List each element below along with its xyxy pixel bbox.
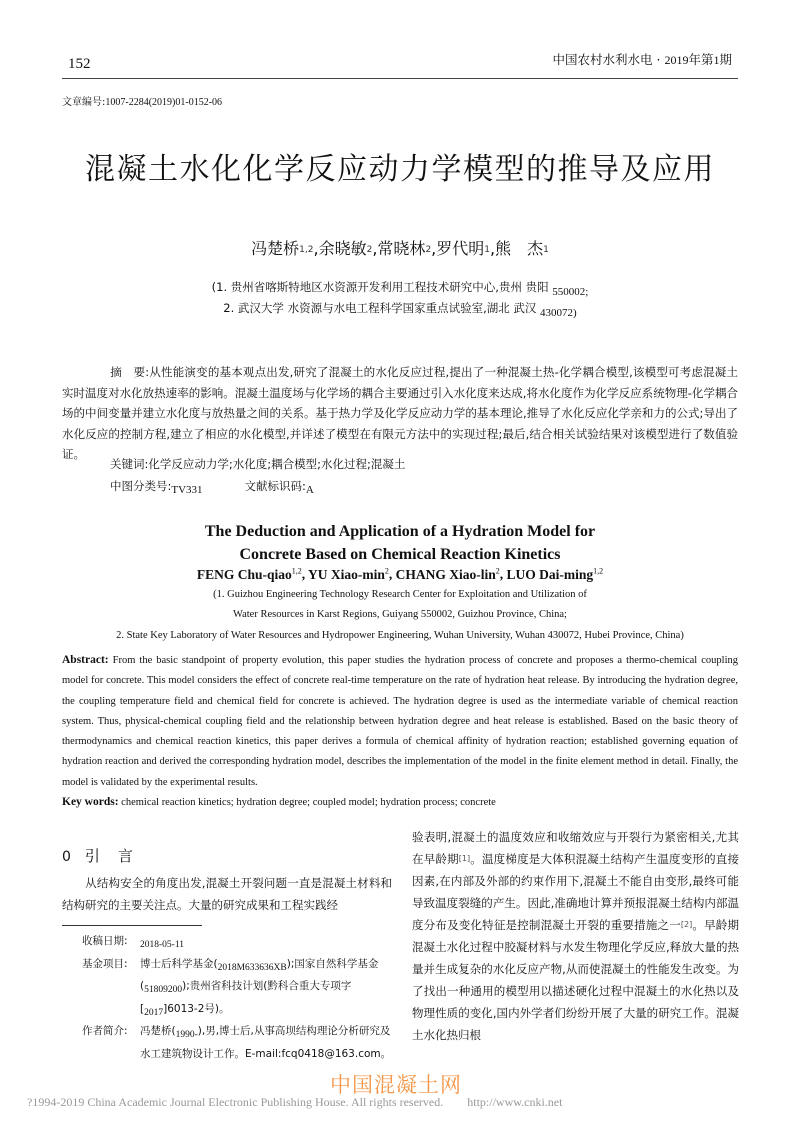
- article-number-label: 文章编号:: [62, 97, 106, 108]
- abstract-en-label: Abstract:: [62, 654, 109, 666]
- abstract-english: [62, 650, 738, 793]
- keywords-chinese: [110, 456, 405, 472]
- article-number-value: 1007-2284(2019)01-0152-06: [105, 97, 223, 108]
- journal-issue-suffix: 期: [719, 52, 732, 67]
- keywords-en-text: chemical reaction kinetics; hydration degree; coupled model; hydration process; concrete: [121, 797, 496, 808]
- footnotes: [82, 932, 392, 1063]
- header-divider: [62, 78, 738, 79]
- footnote-author: 作者简介: 冯楚桥(1990-),男,博士后,从事高坝结构理论分析研究及水工建筑物设计工作。E-mail:fcq0418@163.com。: [82, 1025, 392, 1060]
- body-right-column: 验表明,混凝土的温度效应和收缩效应与开裂行为紧密相关,尤其在早龄期[1]。温度梯度是大体积混凝土结构产生温度变形的直接因素,在内部及外部的约束作用下,混凝土不能自由变形,最终可能导致温度裂缝的产生。因此,准确地计算并预报混凝土结构内部温度分布及变化特征是控制混凝土开裂的重要措施之一[2]。早龄期混凝土水化过程中胶凝材料与水发生物理化学反应,释放大量的热量并生成复杂的水化反应产物,从而使混凝土的性能发生改变。为了找出一种通用的模型用以描述硬化过程中混凝土的水化热以及物理性质的变化,国内外学者们纷纷开展了大量的研究工作。混凝土水化热归根: [412, 830, 739, 1042]
- section-title: 引言: [84, 847, 151, 865]
- citation-link[interactable]: [2]: [680, 920, 693, 929]
- article-number: [62, 93, 222, 108]
- authors-english: FENG Chu-qiao$^{1,2}$, YU Xiao-$\min^2$, CHANG Xiao-lin$^2$, LUO Dai-ming$^{1,2}$: [196, 566, 604, 582]
- abstract-chinese: [62, 362, 738, 465]
- citation-link[interactable]: [1]: [458, 854, 471, 863]
- title-english: The Deduction and Application of a Hydration Model for Concrete Based on Chemical Reaction Kinetics: [204, 523, 596, 563]
- author-cn: 熊 杰$^1$: [495, 239, 549, 258]
- doc-code-value: A: [305, 484, 314, 496]
- copyright-notice: ?1994-2019 China Academic Journal Electronic Publishing House. All rights reserved. http://www.cnki.net: [27, 1095, 563, 1109]
- author-cn: 余晓敏$^2$: [318, 239, 373, 258]
- footnote-fund: 基金项目: 博士后科学基金(2018M633636XB);国家自然科学基金(51809200);贵州省科技计划(黔科合重大专项字[2017]6013-2号)。: [82, 957, 379, 1018]
- journal-name: 中国农村水利水电: [552, 52, 653, 67]
- abstract-en-text: From the basic standpoint of property evolution, this paper studies the hydration process of concrete and proposes a thermo-chemical coupling model for concrete. This model considers the effect of concrete real-time temperature on the rate of hydration heat release. By introducing the hydration degree, the coupling temperature field and chemical field for concrete is achieved. The hydration degree is used as the intermediate variable of chemical reaction system. Thus, physical-chemical coupling field and the relationship between hydration degree and heat release is established. Based on the basic theory of thermodynamics and chemical reaction kinetics, this paper derives a formula of chemical affinity of hydration reaction; established governing equation of hydration reaction and derived the corresponding hydration model, describes the implementation of the model in the finite element method in detail. Finally, the model is validated by the experimental results.: [62, 655, 738, 788]
- author-en: YU Xiao-$\min^2$: [308, 566, 389, 582]
- affiliation-cn: (1. 贵州省喀斯特地区水资源开发利用工程技术研究中心,贵州 贵阳 550002;: [211, 280, 589, 298]
- section-heading: [62, 845, 151, 866]
- clc-value: TV331: [171, 484, 203, 496]
- journal-year: 2019: [664, 53, 689, 67]
- author-en: FENG Chu-qiao$^{1,2}$: [196, 566, 302, 582]
- section-number: 0: [62, 849, 71, 865]
- keywords-en-label: Key words:: [62, 796, 119, 808]
- author-en: CHANG Xiao-lin$^2$: [395, 566, 500, 582]
- journal-year-suffix: 年第: [688, 52, 714, 67]
- authors-chinese: 冯楚桥$^{1,2}$,余晓敏$^2$,常晓林$^2$,罗代明$^1$,熊 杰$^1$: [251, 239, 549, 258]
- author-en: LUO Dai-ming$^{1,2}$: [506, 566, 604, 582]
- body-left-column: [62, 872, 392, 916]
- classification: [110, 478, 314, 496]
- journal-issue: 1: [713, 53, 720, 67]
- affiliation-en: 2. State Key Laboratory of Water Resources and Hydropower Engineering, Wuhan University, Wuhan 430072, Hubei Province, China): [116, 630, 684, 641]
- author-cn: 罗代明$^1$: [436, 239, 491, 258]
- affiliation-en: (1. Guizhou Engineering Technology Research Center for Exploitation and Utilization of: [213, 589, 587, 600]
- doc-code-label: 文献标识码:: [244, 479, 306, 493]
- author-cn: 常晓林$^2$: [377, 239, 432, 258]
- keywords-cn-text: 化学反应动力学;水化度;耦合模型;水化过程;混凝土: [148, 457, 406, 471]
- affiliation-cn: 2. 武汉大学 水资源与水电工程科学国家重点试验室,湖北 武汉 430072): [223, 301, 577, 319]
- body-paragraph: 从结构安全的角度出发,混凝土开裂问题一直是混凝土材料和结构研究的主要关注点。大量的研究成果和工程实践经: [62, 876, 392, 912]
- keywords-cn-label: 关键词:: [110, 457, 149, 471]
- footnote-received: 收稿日期: 2018-05-11: [82, 935, 184, 950]
- affiliation-en: Water Resources in Karst Regions, Guiyang 550002, Guizhou Province, China;: [233, 609, 567, 620]
- watermark-logo: 中国混凝土网: [330, 1073, 462, 1097]
- journal-separator: ·: [656, 52, 661, 67]
- journal-header: [553, 50, 733, 68]
- abstract-cn-label: 摘 要:: [110, 365, 150, 379]
- page-number: 152: [68, 56, 91, 72]
- author-cn: 冯楚桥$^{1,2}$: [251, 239, 314, 258]
- keywords-english: [62, 796, 496, 808]
- footnote-divider: [62, 925, 202, 926]
- abstract-cn-text: 从性能演变的基本观点出发,研究了混凝土的水化反应过程,提出了一种混凝土热-化学耦合模型,该模型可考虑混凝土实时温度对水化放热速率的影响。混凝土温度场与化学场的耦合主要通过引入水化度来达成,将水化度作为化学反应系统物理-化学耦合场的中间变量并建立水化度与放热量之间的关系。基于热力学及化学反应动力学的基本理论,推导了水化反应化学亲和力的公式;导出了水化反应的控制方程,建立了相应的水化模型,并详述了模型在有限元方法中的实现过程;最后,结合相关试验结果对该模型进行了数值验证。: [62, 365, 738, 461]
- title-chinese: 混凝土水化化学反应动力学模型的推导及应用: [85, 152, 715, 187]
- clc-label: 中图分类号:: [110, 479, 172, 493]
